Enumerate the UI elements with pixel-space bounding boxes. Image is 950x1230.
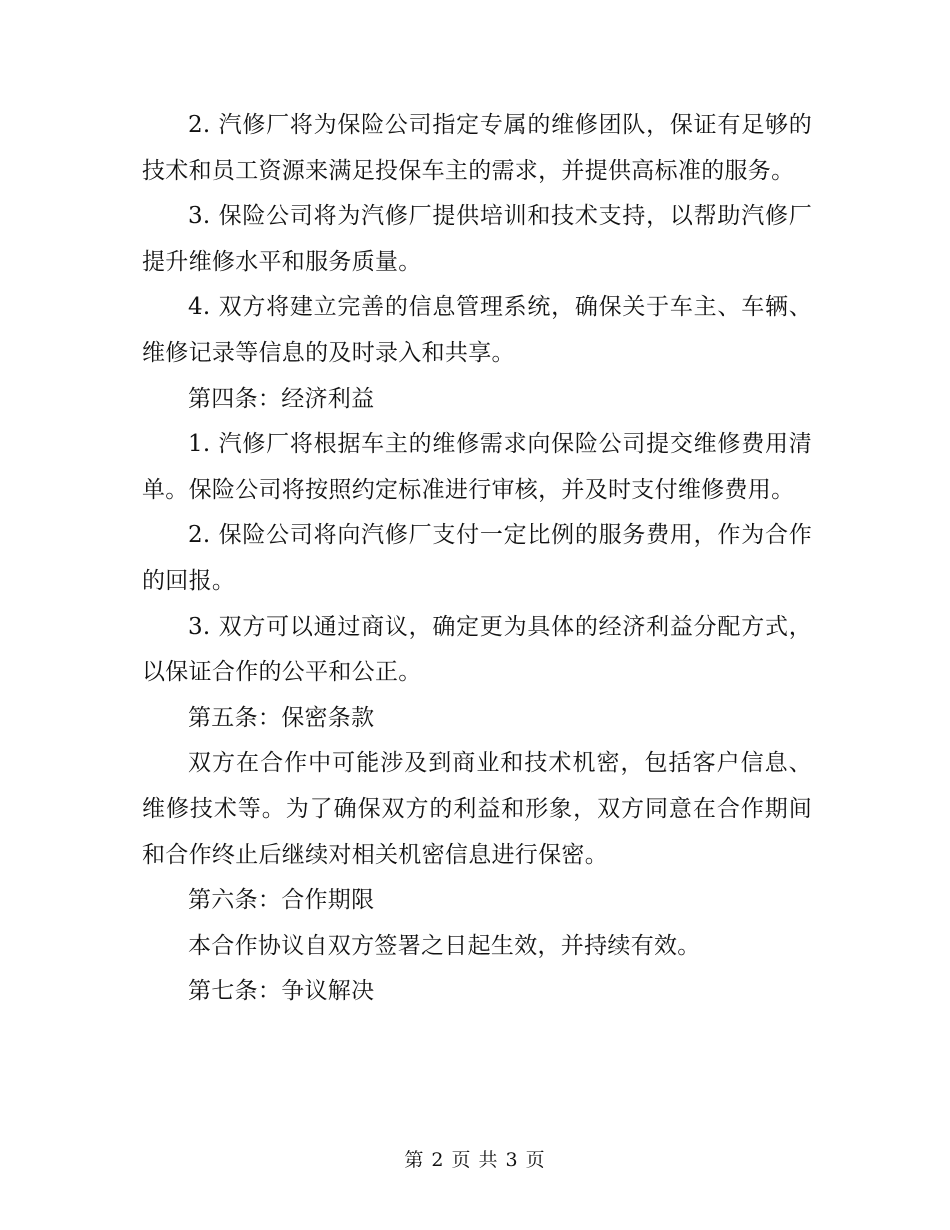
economic-item-1: 1. 汽修厂将根据车主的维修需求向保险公司提交维修费用清单。保险公司将按照约定标准进行审核，并及时支付维修费用。 xyxy=(142,431,812,503)
economic-item-2: 2. 保险公司将向汽修厂支付一定比例的服务费用，作为合作的回报。 xyxy=(142,522,812,594)
clause-item-4: 4. 双方将建立完善的信息管理系统，确保关于车主、车辆、维修记录等信息的及时录入和共享。 xyxy=(142,294,812,366)
term-text: 本合作协议自双方签署之日起生效，并持续有效。 xyxy=(188,932,701,959)
confidentiality-text: 双方在合作中可能涉及到商业和技术机密，包括客户信息、维修技术等。为了确保双方的利益和形象，双方同意在合作期间和合作终止后继续对相关机密信息进行保密。 xyxy=(142,750,812,868)
article-seven-heading: 第七条：争议解决 xyxy=(188,978,375,1005)
clause-item-2: 2. 汽修厂将为保险公司指定专属的维修团队，保证有足够的技术和员工资源来满足投保车主的需求，并提供高标准的服务。 xyxy=(142,112,812,184)
article-five-heading: 第五条：保密条款 xyxy=(188,704,375,731)
article-six-heading: 第六条：合作期限 xyxy=(188,887,375,914)
document-body xyxy=(142,103,812,1015)
economic-item-3: 3. 双方可以通过商议，确定更为具体的经济利益分配方式，以保证合作的公平和公正。 xyxy=(142,613,812,686)
article-four-heading: 第四条：经济利益 xyxy=(188,385,375,412)
clause-item-3: 3. 保险公司将为汽修厂提供培训和技术支持，以帮助汽修厂提升维修水平和服务质量。 xyxy=(142,203,812,275)
page-number-footer: 第 2 页 共 3 页 xyxy=(404,1149,546,1171)
